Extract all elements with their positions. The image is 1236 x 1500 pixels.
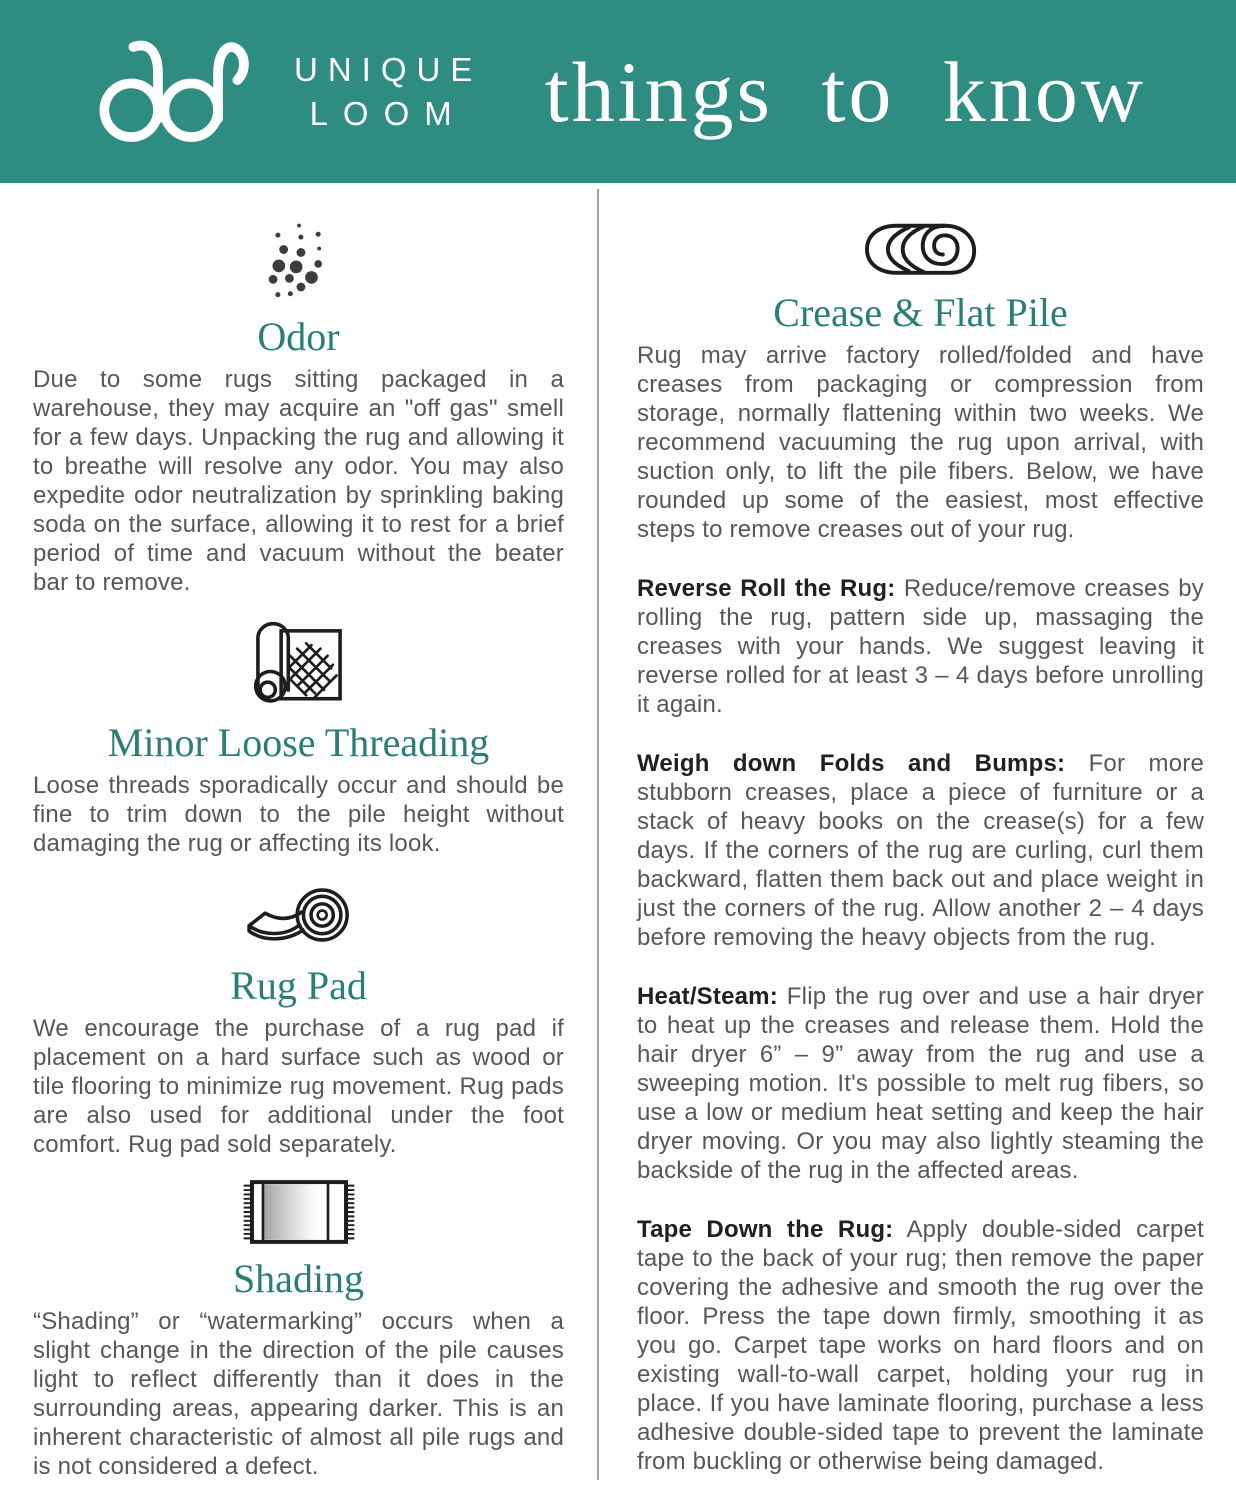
section-body-minor-loose-threading: Loose threads sporadically occur and should be fine to trim down to the pile height without damaging the rug or affecting its look. bbox=[33, 772, 564, 857]
section-minor-loose-threading bbox=[33, 613, 564, 858]
section-body-rug-pad: We encourage the purchase of a rug pad if placement on a hard surface such as wood or tile flooring to minimize rug movement. Rug pads are also used for additional under the foot comfort. Rug pad sold separately. bbox=[33, 1015, 564, 1158]
tip-label-weigh-down: Weigh down Folds and Bumps: bbox=[637, 750, 1066, 777]
section-shading bbox=[33, 1175, 564, 1481]
section-rug-pad bbox=[33, 874, 564, 1159]
rug-pad-roll-icon bbox=[33, 874, 564, 956]
brand-line-loom: LOOM bbox=[309, 94, 467, 132]
tip-heat-steam bbox=[637, 982, 1204, 1185]
section-crease-flat-pile bbox=[637, 219, 1204, 1476]
tip-label-tape-down: Tape Down the Rug: bbox=[637, 1216, 894, 1243]
section-heading-shading: Shading bbox=[232, 1256, 365, 1301]
brand-name bbox=[294, 48, 482, 135]
section-heading-minor-loose-threading: Minor Loose Threading bbox=[107, 720, 490, 765]
page-title: things to know bbox=[544, 43, 1146, 140]
left-column bbox=[0, 203, 597, 1500]
tip-label-reverse-roll: Reverse Roll the Rug: bbox=[637, 575, 896, 602]
tip-label-heat-steam: Heat/Steam: bbox=[637, 983, 778, 1010]
tip-reverse-roll bbox=[637, 574, 1204, 719]
tip-text-tape-down: Apply double-sided carpet tape to the back of your rug; then remove the paper covering the adhesive and smooth the rug over the floor. Press the tape down firmly, smoothing it as you go. Carpet tape works on hard floors and on existing wall-to-wall carpet, holding your rug in place. If you have laminate flooring, purchase a less adhesive double-sided tape to prevent the laminate from buckling or otherwise being damaged. bbox=[637, 1216, 1205, 1475]
tip-text-weigh-down: For more stubborn creases, place a piece of furniture or a stack of heavy books on the crease(s) for a few days. If the corners of the rug are curling, curl them backward, flatten them back out and place weight in just the corners of the rug. Allow another 2 – 4 days before removing the heavy objects from the rug. bbox=[637, 750, 1204, 951]
brand-line-unique: UNIQUE bbox=[294, 50, 483, 88]
header-banner bbox=[0, 0, 1236, 183]
odor-sprinkle-dots-icon bbox=[33, 219, 564, 307]
fringed-rug-shading-icon bbox=[33, 1175, 564, 1249]
section-odor bbox=[33, 219, 564, 597]
column-divider bbox=[597, 189, 599, 1480]
rolled-rug-crosshatch-icon bbox=[33, 613, 564, 713]
section-heading-odor: Odor bbox=[257, 314, 340, 359]
tip-text-reverse-roll: Reduce/remove creases by rolling the rug, pattern side up, massaging the creases with your hands. We suggest leaving it reverse rolled for at least 3 – 4 days before unrolling it again. bbox=[637, 575, 1204, 718]
tip-weigh-down bbox=[637, 749, 1204, 952]
tip-tape-down bbox=[637, 1215, 1204, 1476]
tip-text-heat-steam: Flip the rug over and use a hair dryer to heat up the creases and release them. Hold the hair dryer 6” – 9” away from the rug and use a sweeping motion. It's possible to melt rug fibers, so use a low or medium heat setting and keep the hair dryer moving. Or you may also lightly steaming the backside of the rug in the affected areas. bbox=[637, 983, 1204, 1184]
section-heading-crease-flat-pile: Crease & Flat Pile bbox=[773, 290, 1068, 335]
right-column bbox=[597, 203, 1236, 1500]
section-body-odor: Due to some rugs sitting packaged in a warehouse, they may acquire an "off gas" smell for a few days. Unpacking the rug and allowing it to breathe will resolve any odor. You may also expedite odor neutralization by sprinkling baking soda on the surface, allowing it to rest for a brief period of time and vacuum without the beater bar to remove. bbox=[33, 366, 564, 596]
unique-loom-logo-icon bbox=[78, 33, 268, 151]
crease-intro-paragraph: Rug may arrive factory rolled/folded and have creases from packaging or compression from storage, normally flattening within two weeks. We recommend vacuuming the rug upon arrival, with suction only, to lift the pile fibers. Below, we have rounded up some of the easiest, most effective steps to remove creases out of your rug. bbox=[637, 342, 1204, 543]
content-columns bbox=[0, 183, 1236, 1500]
section-heading-rug-pad: Rug Pad bbox=[230, 963, 367, 1008]
section-body-shading: “Shading” or “watermarking” occurs when a slight change in the direction of the pile causes light to reflect differently than it does in the surrounding areas, appearing darker. This is an inherent characteristic of almost all pile rugs and is not considered a defect. bbox=[33, 1308, 564, 1480]
rolled-rug-spiral-icon bbox=[637, 219, 1204, 283]
